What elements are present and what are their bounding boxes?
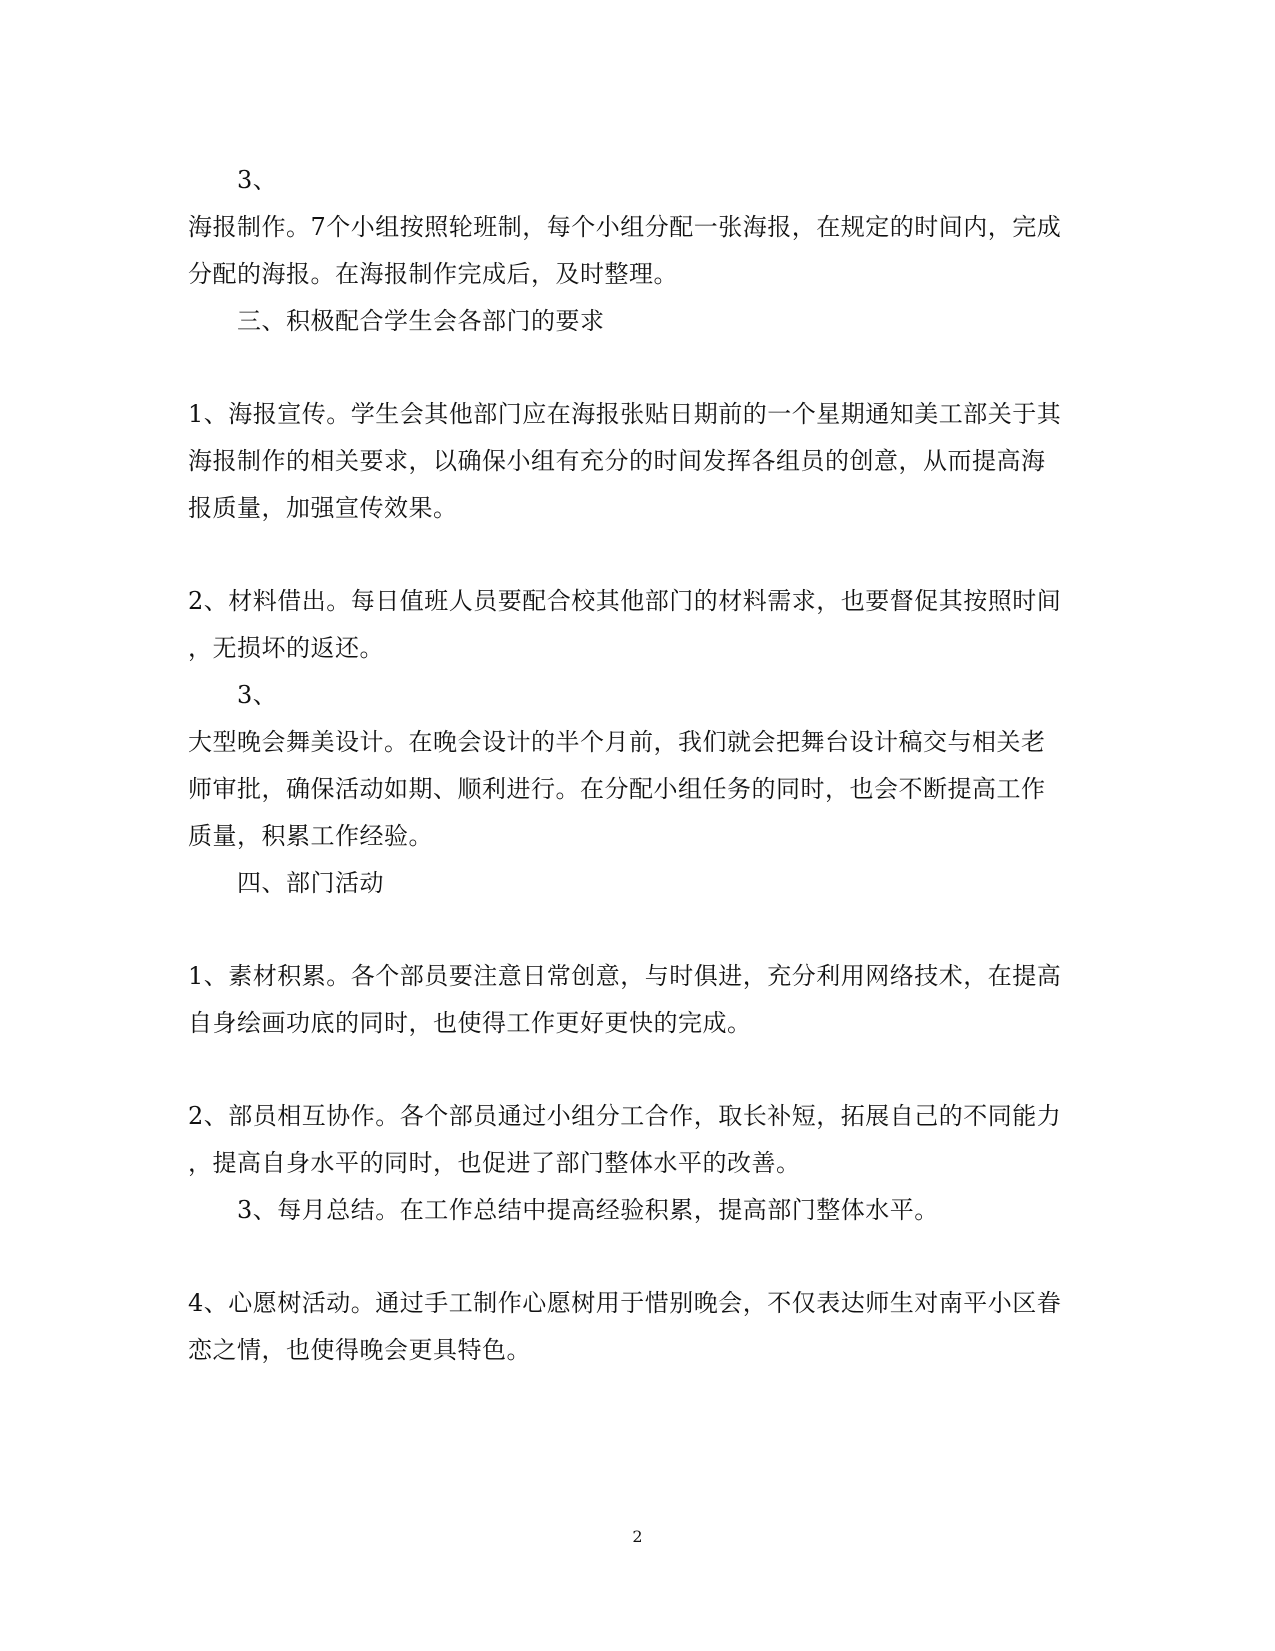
- text-line: 3、: [237, 681, 278, 709]
- text-line: 2、材料借出。每日值班人员要配合校其他部门的材料需求，也要督促其按照时间: [188, 587, 1062, 615]
- text-line: 分配的海报。在海报制作完成后，及时整理。: [188, 260, 678, 288]
- text-line: 海报制作。7个小组按照轮班制，每个小组分配一张海报，在规定的时间内，完成: [188, 213, 1062, 241]
- text-line: 自身绘画功底的同时，也使得工作更好更快的完成。: [188, 1009, 752, 1037]
- section-heading: 四、部门活动: [237, 869, 384, 897]
- text-line: 2、部员相互协作。各个部员通过小组分工合作，取长补短，拓展自己的不同能力: [188, 1102, 1062, 1130]
- text-line: 海报制作的相关要求，以确保小组有充分的时间发挥各组员的创意，从而提高海: [188, 447, 1046, 475]
- text-line: 大型晚会舞美设计。在晚会设计的半个月前，我们就会把舞台设计稿交与相关老: [188, 728, 1046, 756]
- text-line: ，无损坏的返还。: [188, 634, 384, 662]
- text-line: 恋之情，也使得晚会更具特色。: [188, 1336, 531, 1364]
- text-line: 3、每月总结。在工作总结中提高经验积累，提高部门整体水平。: [237, 1196, 939, 1224]
- text-line: 3、: [237, 166, 278, 194]
- text-line: 1、素材积累。各个部员要注意日常创意，与时俱进，充分利用网络技术，在提高: [188, 962, 1062, 990]
- text-line: 1、海报宣传。学生会其他部门应在海报张贴日期前的一个星期通知美工部关于其: [188, 400, 1062, 428]
- page-number: 2: [632, 1527, 643, 1546]
- text-line: ，提高自身水平的同时，也促进了部门整体水平的改善。: [188, 1149, 801, 1177]
- text-line: 报质量，加强宣传效果。: [188, 494, 458, 522]
- text-line: 质量，积累工作经验。: [188, 822, 433, 850]
- text-line: 4、心愿树活动。通过手工制作心愿树用于惜别晚会，不仅表达师生对南平小区眷: [188, 1289, 1062, 1317]
- text-line: 师审批，确保活动如期、顺利进行。在分配小组任务的同时，也会不断提高工作: [188, 775, 1046, 803]
- section-heading: 三、积极配合学生会各部门的要求: [237, 307, 605, 335]
